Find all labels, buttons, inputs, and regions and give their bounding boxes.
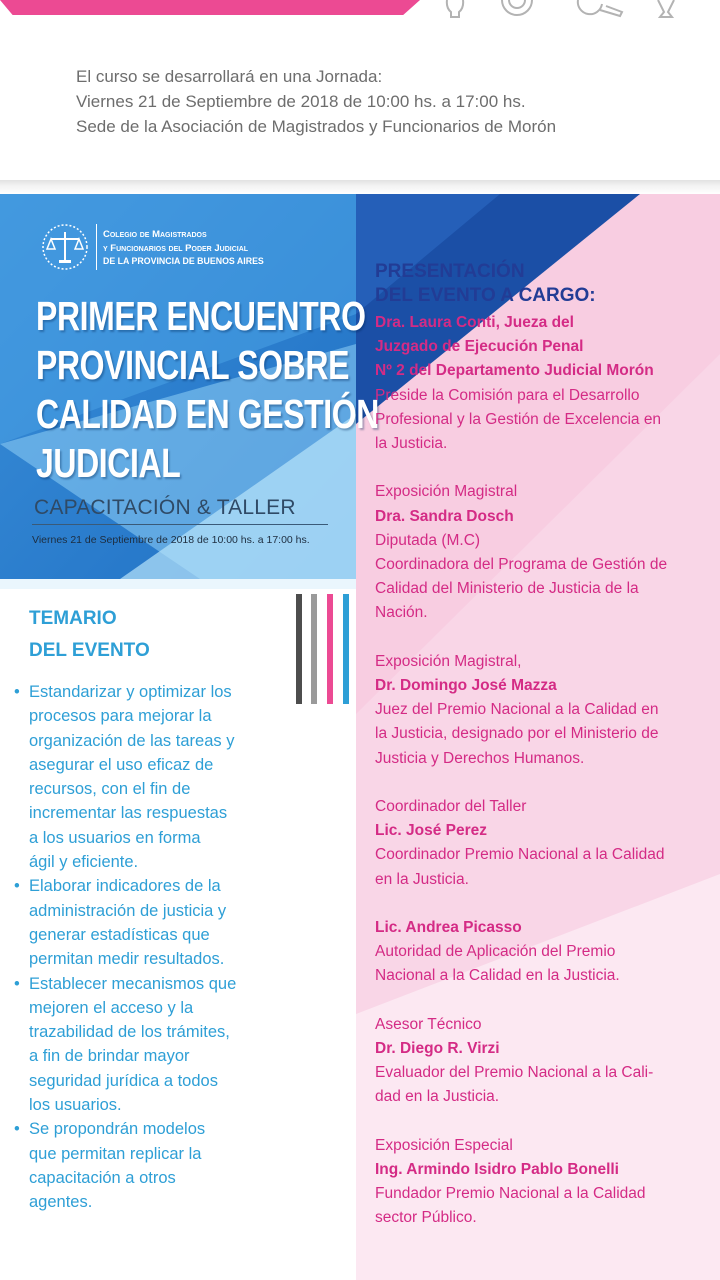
bullet-icon: • [14, 1120, 20, 1139]
speaker-name: Dr. Diego R. Virzi [375, 1040, 500, 1058]
speaker-name: Ing. Armindo Isidro Pablo Bonelli [375, 1161, 619, 1179]
award-icon [652, 0, 686, 18]
temario-item-line: Establecer mecanismos que [29, 974, 237, 993]
speaker-block [375, 480, 715, 625]
temario-item-line: trazabilidad de los trámites, [29, 1023, 230, 1042]
speaker-description: Preside la Comisión para el Desarrollo [375, 386, 640, 404]
pink-banner [0, 0, 420, 15]
speaker-description: la Justicia. [375, 435, 448, 453]
speaker-name: Dra. Sandra Dosch [375, 507, 514, 525]
schedule-line: Viernes 21 de Septiembre de 2018 de 10:00 hs. a 17:00 hs. [76, 92, 526, 111]
speaker-name: Nº 2 del Departamento Judicial Morón [375, 362, 654, 380]
temario-item-line: Se propondrán modelos [29, 1120, 206, 1139]
speaker-block [375, 916, 715, 989]
title-line: CALIDAD EN GESTIÓN [36, 391, 380, 437]
title-line: JUDICIAL [36, 440, 181, 486]
speaker-role: Exposición Magistral [375, 483, 518, 501]
temario-item [14, 874, 314, 971]
speaker-description: Fundador Premio Nacional a la Calidad [375, 1185, 646, 1203]
bullet-icon: • [14, 974, 20, 993]
temario-item-line: los usuarios. [29, 1096, 122, 1115]
temario-item-line: recursos, con el fin de [29, 780, 191, 799]
scales-of-justice-logo [40, 222, 90, 272]
title-line: PROVINCIAL SOBRE [36, 342, 350, 388]
presentacion-heading [375, 260, 596, 308]
temario-item-line: organización de las tareas y [29, 731, 235, 750]
decorative-bar [327, 594, 333, 704]
temario-item-line: Elaborar indicadores de la [29, 877, 221, 896]
speaker-description: Nacional a la Calidad en la Justicia. [375, 967, 620, 985]
temario-item-line: mejoren el acceso y la [29, 998, 194, 1017]
heading-line: DEL EVENTO A CARGO: [375, 285, 596, 306]
institution-line: DE LA PROVINCIA DE BUENOS AIRES [103, 256, 264, 266]
speaker-name: Lic. Andrea Picasso [375, 919, 522, 937]
speaker-description: sector Público. [375, 1209, 477, 1227]
temario-heading [29, 603, 150, 667]
speaker-description: la Justicia, designado por el Ministerio de [375, 725, 659, 743]
speaker-description: Diputada (M.C) [375, 531, 481, 549]
schedule-line: Sede de la Asociación de Magistrados y Funcionarios de Morón [76, 117, 557, 136]
heading-line: TEMARIO [29, 608, 117, 629]
spacer [375, 771, 715, 795]
temario-item [14, 1117, 314, 1214]
spacer [375, 1110, 715, 1134]
speaker-name: Juzgado de Ejecución Penal [375, 338, 584, 356]
decorative-bar [343, 594, 349, 704]
lightbulb-icon [438, 0, 472, 18]
speaker-block [375, 1013, 715, 1110]
temario-item [14, 972, 314, 1118]
speaker-description: Justicia y Derechos Humanos. [375, 749, 585, 767]
bullet-icon: • [14, 877, 20, 896]
speaker-role: Exposición Magistral, [375, 652, 522, 670]
event-title [36, 292, 379, 488]
divider [96, 224, 97, 270]
temario-item-line: generar estadísticas que [29, 925, 210, 944]
institution-line: y Funcionarios del Poder Judicial [103, 242, 249, 254]
subtitle-underline [32, 524, 328, 525]
temario-item-line: administración de justicia y [29, 901, 227, 920]
temario-item-line: capacitación a otros [29, 1168, 176, 1187]
speaker-description: Juez del Premio Nacional a la Calidad en [375, 701, 659, 719]
spacer [375, 626, 715, 650]
spacer [375, 989, 715, 1013]
speaker-description: Nación. [375, 604, 428, 622]
separator [0, 180, 720, 194]
speaker-role: Asesor Técnico [375, 1015, 482, 1033]
schedule-line: El curso se desarrollará en una Jornada: [76, 67, 383, 86]
spacer [375, 456, 715, 480]
speaker-block [375, 650, 715, 771]
speaker-role: Coordinador del Taller [375, 798, 527, 816]
temario-item [14, 680, 314, 874]
event-date: Viernes 21 de Septiembre de 2018 de 10:00 hs. a 17:00 hs. [32, 534, 310, 546]
speaker-description: Profesional y la Gestión de Excelencia en [375, 410, 662, 428]
speaker-block [375, 311, 715, 456]
speaker-name: Dra. Laura Conti, Jueza del [375, 314, 574, 331]
spacer [375, 892, 715, 916]
speaker-description: dad en la Justicia. [375, 1088, 500, 1106]
speaker-description: Coordinador Premio Nacional a la Calidad [375, 846, 665, 864]
bullet-icon: • [14, 683, 20, 701]
temario-item-line: permitan medir resultados. [29, 950, 225, 969]
speaker-name: Lic. José Perez [375, 822, 488, 840]
speaker-description: en la Justicia. [375, 870, 469, 888]
temario-item-line: asegurar el uso eficaz de [29, 755, 214, 774]
temario-item-line: a los usuarios en forma [29, 828, 201, 847]
temario-item-line: incrementar las respuestas [29, 804, 228, 823]
speaker-description: Calidad del Ministerio de Justicia de la [375, 580, 639, 598]
speaker-block [375, 795, 715, 892]
speaker-role: Exposición Especial [375, 1136, 513, 1154]
temario-item-line: Estandarizar y optimizar los [29, 683, 232, 701]
header-strip [0, 0, 720, 180]
temario-item-line: a fin de brindar mayor [29, 1047, 190, 1066]
target-icon [500, 0, 534, 18]
speaker-block [375, 1134, 715, 1231]
temario-list [14, 680, 314, 1215]
event-flyer [0, 194, 720, 1280]
temario-item-line: procesos para mejorar la [29, 707, 212, 726]
magnifier-icon [576, 0, 626, 18]
institution-name [103, 228, 264, 269]
temario-item-line: ágil y eficiente. [29, 853, 139, 872]
heading-line: PRESENTACIÓN [375, 261, 525, 282]
speaker-description: Autoridad de Aplicación del Premio [375, 943, 616, 961]
title-line: PRIMER ENCUENTRO [36, 293, 366, 339]
temario-item-line: agentes. [29, 1193, 93, 1212]
speaker-description: Evaluador del Premio Nacional a la Cali- [375, 1064, 654, 1082]
heading-line: DEL EVENTO [29, 640, 150, 661]
temario-item-line: seguridad jurídica a todos [29, 1071, 218, 1090]
presentacion-body [375, 311, 715, 1231]
event-subtitle: CAPACITACIÓN & TALLER [34, 496, 296, 519]
speaker-name: Dr. Domingo José Mazza [375, 677, 557, 695]
schedule-text [76, 64, 556, 139]
speaker-description: Coordinadora del Programa de Gestión de [375, 556, 668, 574]
temario-item-line: que permitan replicar la [29, 1144, 202, 1163]
institution-line: Colegio de Magistrados [103, 229, 207, 240]
